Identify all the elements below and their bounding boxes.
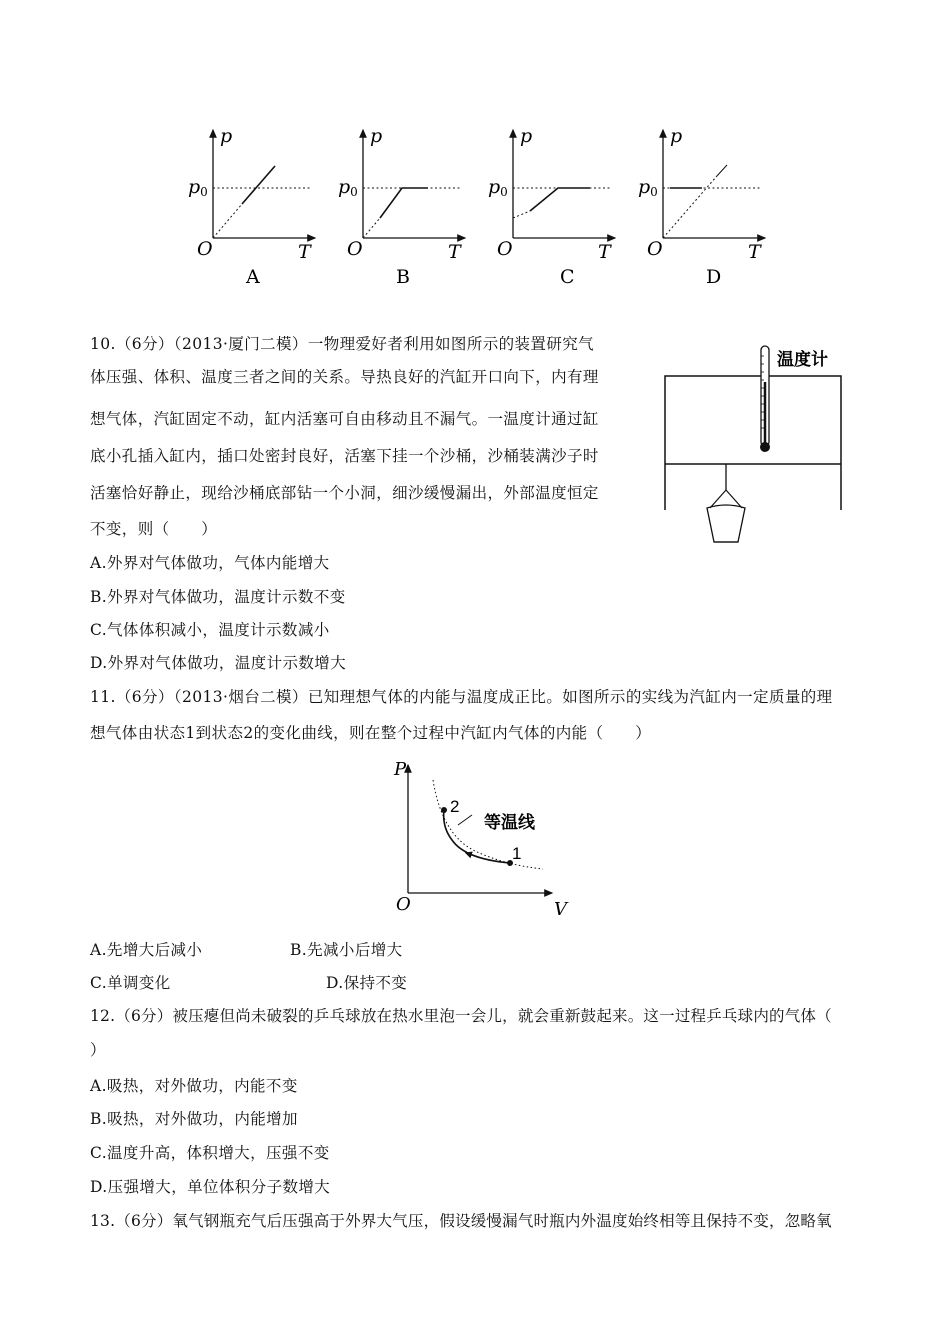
option-d-caption: D <box>706 266 722 288</box>
origin-label: O <box>347 238 363 260</box>
q11-stem-line-2: 想气体由状态1到状态2的变化曲线，则在整个过程中汽缸内气体的内能（ ） <box>90 724 652 742</box>
q13-stem-line-1: 13.（6分）氧气钢瓶充气后压强高于外界大气压，假设缓慢漏气时瓶内外温度始终相等且保持不变，忽略氧 <box>90 1212 832 1230</box>
q11-stem-line-1: 11.（6分）（2013·烟台二模）已知理想气体的内能与温度成正比。如图所示的实线为汽缸内一定质量的理 <box>90 688 833 706</box>
origin-label: O <box>497 238 513 260</box>
q10-option-b: B.外界对气体做功，温度计示数不变 <box>90 588 346 606</box>
origin-label: O <box>647 238 663 260</box>
q10-stem-line-1: 10.（6分）（2013·厦门二模）一物理爱好者利用如图所示的装置研究气 <box>90 335 595 353</box>
point-2-label: 2 <box>450 797 460 816</box>
q12-option-c: C.温度升高，体积增大，压强不变 <box>90 1144 330 1162</box>
q12-stem-line-1: 12.（6分）被压瘪但尚未破裂的乒乓球放在热水里泡一会儿，就会重新鼓起来。这一过程乒乓球内的气体（ <box>90 1007 832 1025</box>
axis-t-label: T <box>448 241 461 263</box>
p0-label: p0 <box>338 176 358 199</box>
isotherm-label: 等温线 <box>484 813 535 833</box>
axis-t-label: T <box>598 241 611 263</box>
option-b-caption: B <box>396 266 410 288</box>
axis-p-label: P <box>394 759 407 780</box>
option-c-caption: C <box>560 266 575 288</box>
q12-option-b: B.吸热，对外做功，内能增加 <box>90 1110 298 1128</box>
q12-stem-line-2: ） <box>90 1041 106 1059</box>
q11-option-c: C.单调变化 <box>90 974 171 992</box>
origin-label: O <box>396 894 411 915</box>
axis-p-label: p <box>220 125 233 147</box>
state-2-point <box>441 807 447 813</box>
graph-b <box>338 125 465 288</box>
q10-option-a: A.外界对气体做功，气体内能增大 <box>90 554 330 572</box>
p0-label: p0 <box>488 176 508 199</box>
axis-p-label: p <box>370 125 383 147</box>
origin-label: O <box>197 238 213 260</box>
q12-option-d: D.压强增大，单位体积分子数增大 <box>90 1178 331 1196</box>
q12-option-a: A.吸热，对外做功，内能不变 <box>90 1077 298 1095</box>
axis-t-label: T <box>748 241 761 263</box>
cylinder-apparatus-figure <box>660 342 860 552</box>
q10-stem-line-6: 不变，则（ ） <box>90 520 218 538</box>
q10-stem-line-5: 活塞恰好静止，现给沙桶底部钻一个小洞，细沙缓慢漏出，外部温度恒定 <box>90 484 599 502</box>
thermometer-icon <box>760 346 770 452</box>
sand-bucket-icon <box>707 505 745 542</box>
q10-option-c: C.气体体积减小，温度计示数减小 <box>90 621 330 639</box>
q11-option-a: A.先增大后减小 <box>90 941 203 959</box>
axis-t-label: T <box>298 241 311 263</box>
q10-stem-line-2: 体压强、体积、温度三者之间的关系。导热良好的汽缸开口向下，内有理 <box>90 368 599 386</box>
option-a-caption: A <box>246 266 260 288</box>
axis-p-label: p <box>520 125 533 147</box>
axis-p-label: p <box>670 125 683 147</box>
point-1-label: 1 <box>512 844 522 863</box>
graph-d <box>638 125 765 288</box>
q10-option-d: D.外界对气体做功，温度计示数增大 <box>90 654 347 672</box>
p0-label: p0 <box>188 176 208 199</box>
graph-a <box>188 125 315 288</box>
axis-v-label: V <box>554 899 567 920</box>
q11-option-b: B.先减小后增大 <box>290 941 403 959</box>
pt-graphs-figure <box>180 120 780 295</box>
thermometer-label: 温度计 <box>777 350 828 370</box>
graph-c <box>488 125 615 288</box>
q10-stem-line-3: 想气体，汽缸固定不动，缸内活塞可自由移动且不漏气。一温度计通过缸 <box>90 410 599 428</box>
p0-label: p0 <box>638 176 658 199</box>
pv-isotherm-graph <box>380 755 580 920</box>
q10-stem-line-4: 底小孔插入缸内，插口处密封良好，活塞下挂一个沙桶，沙桶装满沙子时 <box>90 447 599 465</box>
q11-option-d: D.保持不变 <box>326 974 408 992</box>
